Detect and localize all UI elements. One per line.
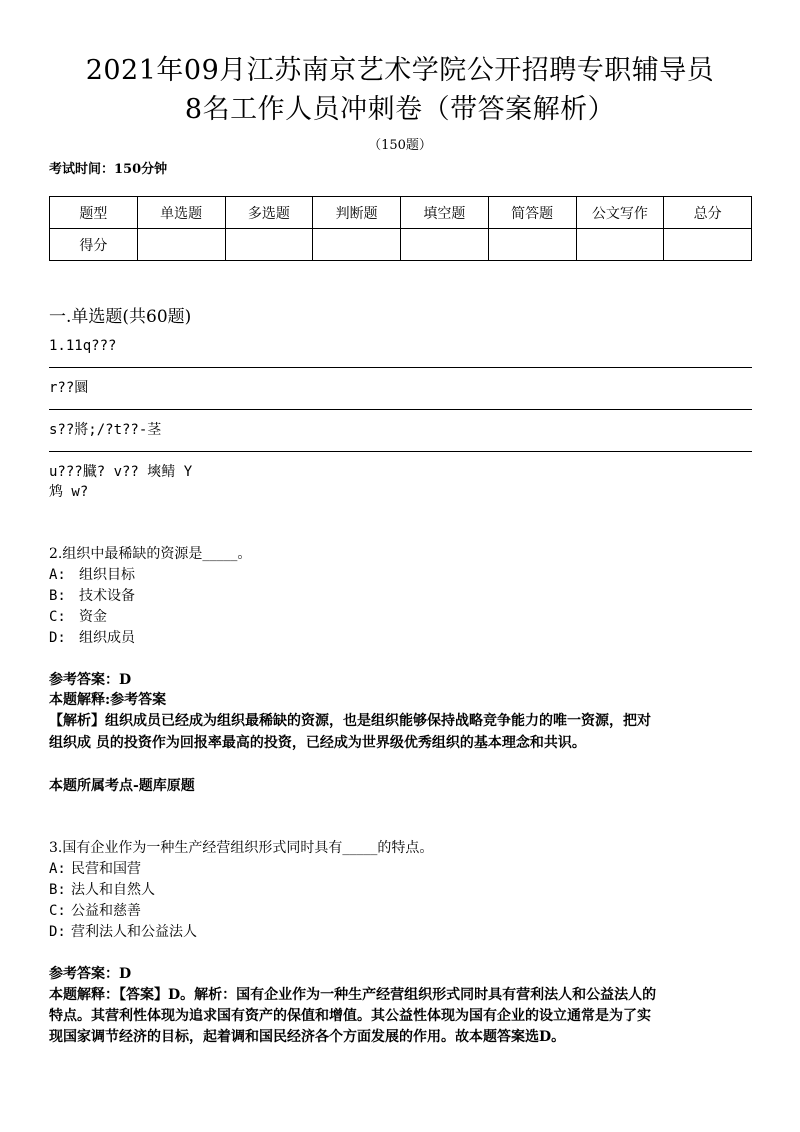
score-header-cell: 单选题 (137, 197, 225, 229)
option-letter: B: (49, 882, 66, 898)
option-letter: A: (49, 567, 66, 583)
q1-line-1: 1.11q??? (49, 338, 117, 354)
score-cell (313, 229, 401, 261)
q3-answer: 参考答案：D (49, 966, 132, 982)
score-table-header-row (50, 197, 752, 229)
q3-explain-line-1: 本题解释：【答案】D。解析：国有企业作为一种生产经营组织形式同时具有营利法人和公益法人的 (49, 987, 657, 1003)
option-letter: D: (49, 630, 66, 646)
q1-line-5: 鸩 w? (49, 484, 89, 500)
q2-option-b (49, 586, 135, 606)
q3-option-a (49, 859, 141, 879)
score-header-cell: 题型 (50, 197, 138, 229)
score-table (49, 196, 752, 261)
score-header-cell: 填空题 (401, 197, 489, 229)
q2-option-c (49, 607, 107, 627)
score-header-cell: 简答题 (488, 197, 576, 229)
option-text: 组织成员 (79, 630, 135, 646)
option-text: 技术设备 (79, 588, 135, 604)
exam-time: 考试时间：150分钟 (49, 162, 168, 177)
score-cell (401, 229, 489, 261)
score-row-label: 得分 (50, 229, 138, 261)
score-header-cell: 多选题 (225, 197, 313, 229)
q1-line-4: u???臓? v?? 塽鲭 Y (49, 464, 193, 480)
score-header-cell: 总分 (664, 197, 752, 229)
q3-question: 3.国有企业作为一种生产经营组织形式同时具有_____的特点。 (49, 840, 434, 856)
q1-line-3: s??將;/?t??-茎 (49, 422, 162, 438)
score-cell (576, 229, 664, 261)
score-header-cell: 公文写作 (576, 197, 664, 229)
q2-option-d (49, 628, 135, 648)
q2-answer: 参考答案：D (49, 672, 132, 688)
q1-line-2: r??圜 (49, 380, 89, 396)
option-letter: B: (49, 588, 66, 604)
option-text: 法人和自然人 (71, 882, 155, 898)
score-table-score-row (50, 229, 752, 261)
q2-explain-label: 本题解释:参考答案 (49, 692, 167, 708)
score-header-cell: 判断题 (313, 197, 401, 229)
divider (49, 367, 752, 368)
divider (49, 409, 752, 410)
q3-explain-line-2: 特点。其营利性体现为追求国有资产的保值和增值。其公益性体现为国有企业的设立通常是为了实 (49, 1008, 651, 1024)
q2-analysis-line-1: 【解析】组织成员已经成为组织最稀缺的资源，也是组织能够保持战略竞争能力的唯一资源，把对 (49, 713, 651, 729)
option-text: 组织目标 (79, 567, 135, 583)
option-letter: A: (49, 861, 66, 877)
section-title: 一.单选题(共60题) (49, 307, 192, 327)
exam-title-line-2: 8名工作人员冲刺卷（带答案解析） (184, 94, 616, 125)
score-cell (137, 229, 225, 261)
score-cell (664, 229, 752, 261)
q2-topic: 本题所属考点-题库原题 (49, 778, 195, 794)
option-text: 民营和国营 (71, 861, 141, 877)
option-text: 公益和慈善 (71, 903, 141, 919)
exam-title-line-1: 2021年09月江苏南京艺术学院公开招聘专职辅导员 (85, 55, 715, 86)
q2-question: 2.组织中最稀缺的资源是_____。 (49, 546, 252, 562)
q2-analysis-line-2: 组织成 员的投资作为回报率最高的投资，已经成为世界级优秀组织的基本理念和共识。 (49, 735, 586, 751)
question-count: （150题） (368, 138, 432, 153)
option-letter: C: (49, 903, 66, 919)
score-cell (225, 229, 313, 261)
q3-explain-line-3: 现国家调节经济的目标，起着调和国民经济各个方面发展的作用。故本题答案选D。 (49, 1029, 566, 1045)
option-text: 营利法人和公益法人 (71, 924, 197, 940)
divider (49, 451, 752, 452)
q3-option-c (49, 901, 141, 921)
option-letter: C: (49, 609, 66, 625)
q3-option-b (49, 880, 155, 900)
q2-option-a (49, 565, 135, 585)
score-cell (488, 229, 576, 261)
option-text: 资金 (79, 609, 107, 625)
q3-option-d (49, 922, 197, 942)
option-letter: D: (49, 924, 66, 940)
